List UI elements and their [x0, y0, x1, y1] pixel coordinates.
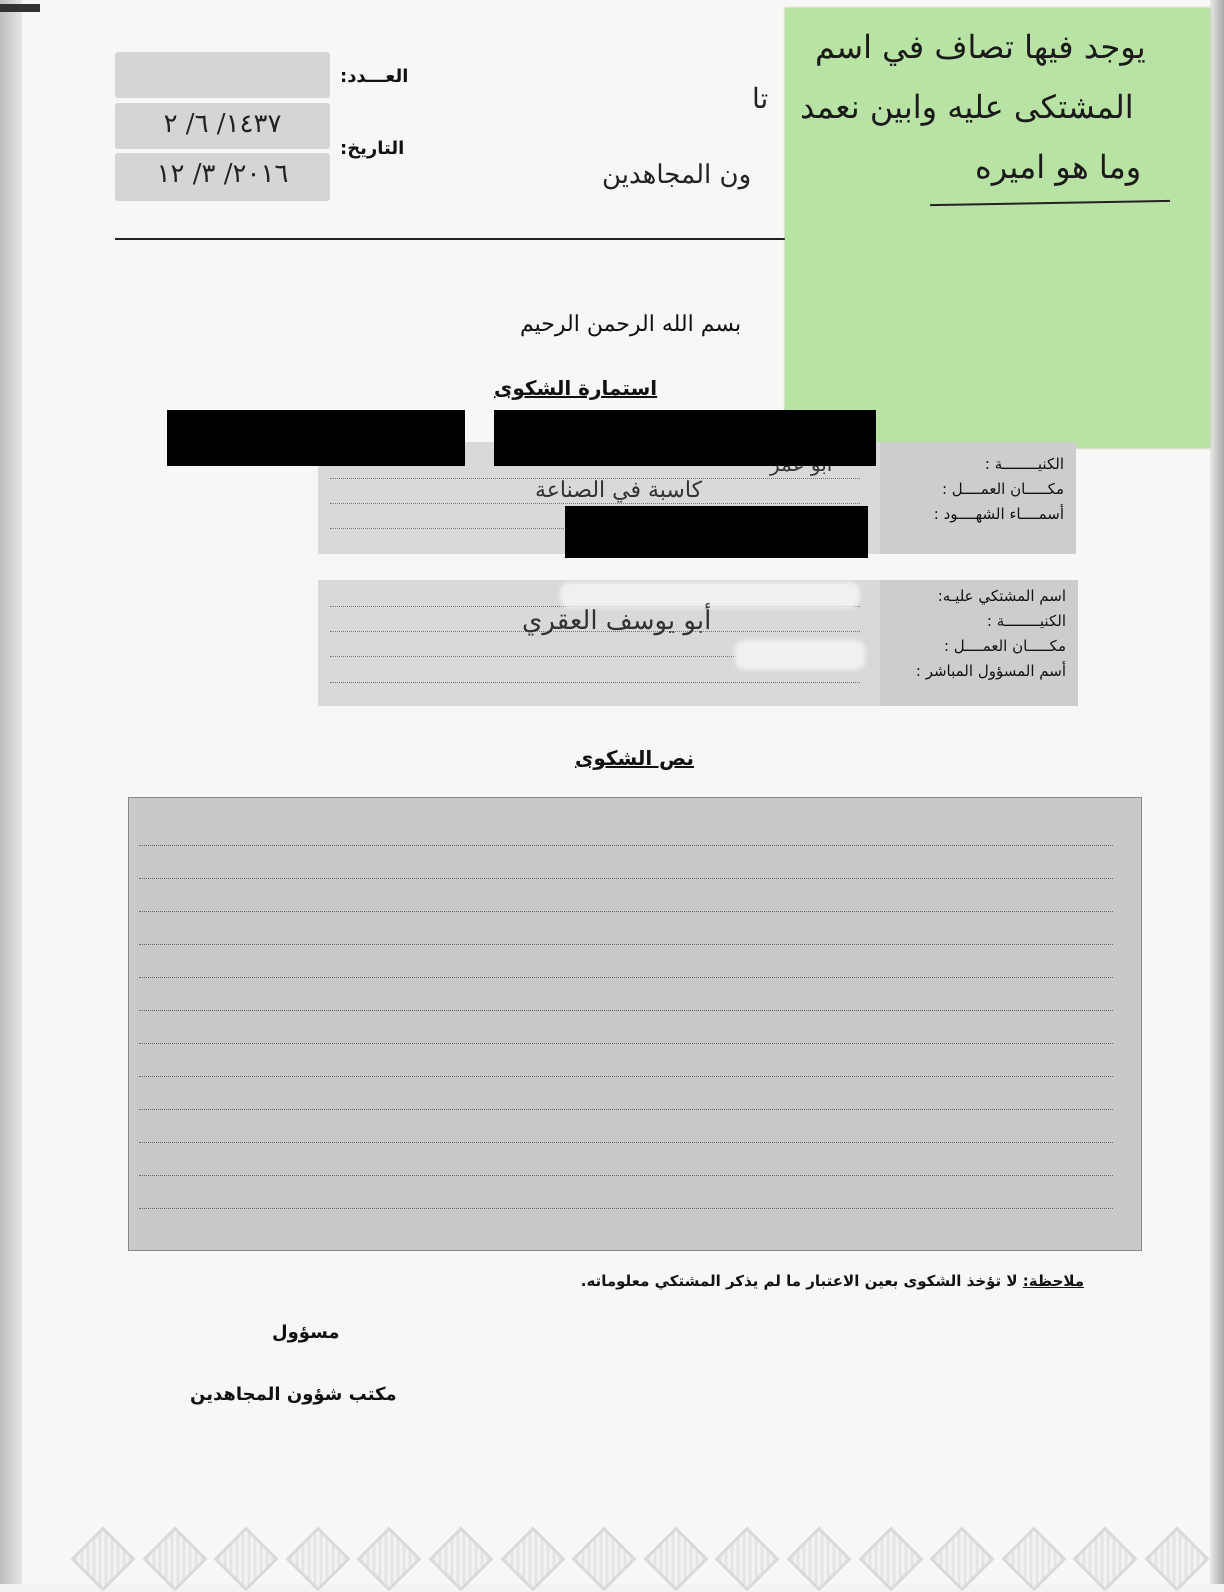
- respondent-supervisor-label: أسم المسؤول المباشر :: [915, 662, 1066, 680]
- basmala: بسم الله الرحمن الرحيم: [520, 312, 742, 337]
- ornament-tile: [357, 1526, 422, 1591]
- complainant-labels: [880, 452, 1064, 527]
- signature-role: مسؤول: [272, 1322, 340, 1343]
- footer-ornament: [80, 1524, 1200, 1584]
- sticky-note-line-1: يوجد فيها تصاف في اسم: [815, 28, 1146, 66]
- complaint-line: [139, 944, 1113, 945]
- hijri-date-field: [115, 103, 330, 149]
- complaint-text-title: نص الشكوى: [575, 746, 694, 770]
- complaint-line: [139, 977, 1113, 978]
- complaint-line: [139, 911, 1113, 912]
- ornament-tile: [214, 1526, 279, 1591]
- date-label: التاريخ:: [340, 138, 405, 159]
- redaction-bar: [494, 410, 876, 466]
- note-text: لا تؤخذ الشكوى بعين الاعتبار ما لم يذكر المشتكي معلوماته.: [580, 1272, 1018, 1290]
- respondent-kunya-value: أبو يوسف العقري: [522, 606, 712, 636]
- number-label: العـــدد:: [340, 66, 409, 87]
- sticky-note: [785, 8, 1210, 448]
- sticky-note-line-2: المشتكى عليه وابين نعمد: [800, 88, 1134, 126]
- complaint-line: [139, 1043, 1113, 1044]
- respondent-workplace-label: مكـــــان العمــــل :: [943, 637, 1066, 655]
- partial-handwriting-top: تا: [752, 82, 769, 115]
- scan-left-edge: [0, 0, 22, 1584]
- note-label: ملاحظة:: [1022, 1272, 1084, 1290]
- ornament-tile: [142, 1526, 207, 1591]
- partial-handwriting-office: ون المجاهدين: [602, 160, 752, 190]
- form-title: استمارة الشكوى: [494, 376, 658, 400]
- complaint-line: [139, 1175, 1113, 1176]
- respondent-name-label: اسم المشتكي عليـه:: [937, 587, 1066, 605]
- ornament-tile: [1144, 1526, 1209, 1591]
- complaint-line: [139, 1109, 1113, 1110]
- ornament-tile: [786, 1526, 851, 1591]
- header-divider: [115, 238, 815, 240]
- complaint-line: [139, 1208, 1113, 1209]
- ornament-tile: [1073, 1526, 1138, 1591]
- complainant-workplace-value: كاسبة في الصناعة: [535, 478, 703, 503]
- complaint-text-box: [128, 797, 1142, 1251]
- respondent-line: [330, 682, 860, 684]
- ornament-tile: [285, 1526, 350, 1591]
- sticky-note-line-3: وما هو اميره: [975, 148, 1142, 186]
- ornament-tile: [715, 1526, 780, 1591]
- respondent-labels: [880, 584, 1066, 684]
- number-field: [115, 52, 330, 98]
- ornament-tile: [500, 1526, 565, 1591]
- complainant-workplace-label: مكـــــان العمــــل :: [941, 480, 1064, 498]
- ornament-tile: [70, 1526, 135, 1591]
- ornament-tile: [428, 1526, 493, 1591]
- complaint-line: [139, 1142, 1113, 1143]
- complainant-line: [330, 503, 860, 505]
- gregorian-date-field: [115, 153, 330, 201]
- ornament-tile: [930, 1526, 995, 1591]
- hijri-date-value: ١٤٣٧/ ٦/ ٢: [163, 109, 282, 139]
- ornament-tile: [572, 1526, 637, 1591]
- note: [510, 1272, 1084, 1290]
- scan-right-edge: [1210, 0, 1224, 1584]
- complaint-line: [139, 878, 1113, 879]
- whiteout-smudge: [560, 582, 860, 608]
- complainant-witnesses-label: أسمــــاء الشهــــود :: [933, 505, 1064, 523]
- redaction-bar: [167, 410, 465, 466]
- ornament-tile: [858, 1526, 923, 1591]
- ornament-tile: [1001, 1526, 1066, 1591]
- whiteout-smudge: [735, 640, 865, 670]
- signature-office: مكتب شؤون المجاهدين: [190, 1384, 397, 1405]
- gregorian-date-value: ٢٠١٦/ ٣/ ١٢: [156, 159, 289, 189]
- complaint-line: [139, 1076, 1113, 1077]
- redaction-bar: [565, 506, 868, 558]
- respondent-kunya-label: الكنيــــــــة :: [986, 612, 1066, 630]
- ornament-tile: [643, 1526, 708, 1591]
- complaint-line: [139, 1010, 1113, 1011]
- complainant-kunya-label: الكنيــــــــة :: [984, 455, 1064, 473]
- complaint-line: [139, 845, 1113, 846]
